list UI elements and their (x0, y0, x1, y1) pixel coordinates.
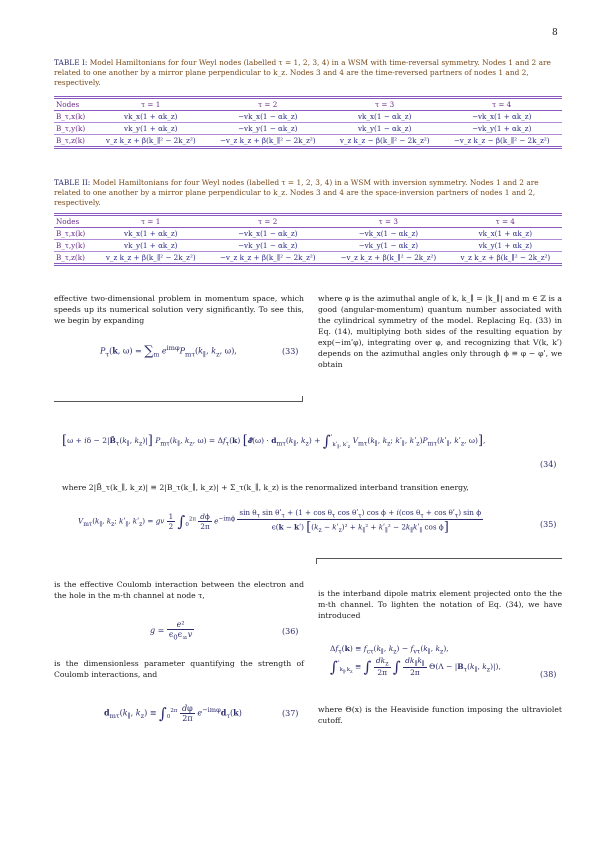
table-cell: −v_z k_z + β(k_∥² − 2k_z²) (340, 253, 437, 262)
table-cell: v_z k_z + β(k_∥² − 2k_z²) (460, 253, 551, 262)
table1 (54, 96, 562, 149)
table-row (54, 123, 562, 135)
paragraph-left-1: effective two-dimensional problem in momentum space, which speeds up its numerical solution very significantly. To see this, we begin by expanding (54, 294, 304, 325)
paragraph-right-3: where Θ(x) is the Heaviside function imposing the ultraviolet cutoff. (318, 705, 562, 725)
table1-header-cell: τ = 1 (141, 100, 161, 109)
separator-right (316, 558, 562, 559)
equation-38-number: (38) (540, 670, 557, 679)
table-cell: vk_x(1 + αk_z) (124, 112, 178, 121)
table-row (54, 252, 562, 265)
table-cell: v_z k_z + β(k_∥² − 2k_z²) (105, 136, 196, 145)
table1-header-cell: τ = 3 (375, 100, 395, 109)
table-row (54, 240, 562, 252)
table-cell: vk_x(1 + αk_z) (478, 229, 533, 238)
paragraph-right-2: is the interband dipole matrix element projected onto the the m-th channel. To lighten the notation of Eq. (34), we have introduced (318, 589, 562, 620)
table-cell: −vk_y(1 − αk_z) (237, 241, 298, 250)
table2-header-cell: Nodes (56, 217, 80, 226)
equation-37-number: (37) (282, 709, 299, 718)
table1-header-cell: τ = 2 (258, 100, 278, 109)
paragraph-full-1: where 2|B̃_τ(k_∥, k_z)| ≡ 2|B_τ(k_∥, k_z)| + Σ_τ(k_∥, k_z) is the renormalized interband transition energy, (62, 483, 469, 492)
table-cell: vk_x(1 + αk_z) (124, 229, 178, 238)
table-cell: −vk_x(1 − αk_z) (358, 229, 419, 238)
equation-36: g = $\frac{\text{e²}}{\epsilon_0\epsilon_\infty v}$ (150, 620, 193, 642)
table-cell: −v_z k_z − β(k_∥² − 2k_z²) (453, 136, 550, 145)
table-cell: vk_y(1 − αk_z) (357, 124, 412, 133)
equation-38: $\Delta f_\tau(k) \equiv f_{c\tau}(k_\parallel$, $k_z) - f_{v\tau}(k_\parallel$, $k_z$), ∫$^ʹ_{k_\parallel,k_z}$ ≡ ∫ $\frac{dk_z}{2\pi}$ ∫ $\frac{dk_\parallel k_\parallel}{2\pi}$ $\Theta(\Lambda - |B_\tau(k_\parallel$, $k_z)|$), (330, 644, 501, 677)
equation-35-number: (35) (540, 520, 557, 529)
equation-35: $V_{m\tau}(k_\parallel$, $k_z$; kʹ$_\parallel$, kʹ$_z$) = gv $\frac{1}{2}$ $\int_0^{2\pi}$ $\frac{d\phi}{2\pi}$ $e^{-im\phi}$ $\sin \theta_\tau$ sin θʹ$_\tau$ + ($1 + \cos \theta_\tau$ cos θʹ$_\tau$) cos ϕ + i(cos $\theta_\tau + \cos$ θʹ$_\tau$) sin ϕ ϵ(k − kʹ) [($k_z$ − kʹ$_z$)² + $k_\parallel^2$ + kʹ$_\parallel$² − $2k_\parallel kʹ_\parallel$ cos ϕ] (78, 508, 482, 536)
table-row (54, 135, 562, 148)
table-cell: −vk_x(1 − αk_z) (238, 112, 298, 121)
table-cell: −vk_x(1 + αk_z) (471, 112, 532, 121)
equation-36-number: (36) (282, 627, 299, 636)
table2-header-cell: τ = 4 (495, 217, 515, 226)
table-row (54, 228, 562, 240)
table-row (54, 111, 562, 123)
table2-header-cell: τ = 2 (258, 217, 278, 226)
equation-34-number: (34) (540, 460, 557, 469)
paragraph-right-1: where φ is the azimuthal angle of k, k_∥ = |k_∥| and m ∈ ℤ is a good (angular-momentum) quantum number associated with the cylindrical symmetry of the model. Replacing Eq. (33) in Eq. (14), multiplying both sides of the resulting equation by exp(−imʹφ), integrating over φ, and recognizing that V(k, kʹ) depends on the azimuthal angles only through ϕ ≡ φ − φʹ, we obtain (318, 294, 562, 369)
table-cell: −vk_y(1 − αk_z) (358, 241, 419, 250)
table2-header-row (54, 215, 562, 228)
separator-left-tick (302, 396, 303, 402)
table-cell: −v_z k_z + β(k_∥² − 2k_z²) (219, 136, 316, 145)
table2-header-cell: τ = 3 (378, 217, 398, 226)
table-cell: B_τ,x(k) (56, 229, 86, 238)
table-cell: −v_z k_z + β(k_∥² − 2k_z²) (219, 253, 316, 262)
separator-right-tick (316, 558, 317, 564)
table-cell: vk_y(1 + αk_z) (478, 241, 533, 250)
separator-left (54, 401, 302, 402)
table-cell: vk_y(1 + αk_z) (124, 124, 178, 133)
table1-header-row (54, 98, 562, 111)
paragraph-left-3: is the dimensionless parameter quantifying the strength of Coulomb interactions, and (54, 659, 304, 679)
table-cell: B_τ,y(k) (56, 124, 86, 133)
table1-label: TABLE I: (54, 58, 88, 67)
table2-caption-text: Model Hamiltonians for four Weyl nodes (labelled τ = 1, 2, 3, 4) in a WSM with inversion symmetry. Nodes 1 and 2 are related to one another by a mirror plane perpendicular to k_z. Nodes 3 and 4 are the space-inversion partners of nodes 1 and 2, respectively. (54, 178, 539, 207)
table1-header-cell: Nodes (56, 100, 80, 109)
table2-header-cell: τ = 1 (141, 217, 161, 226)
table1-caption (54, 58, 562, 88)
table-cell: B_τ,y(k) (56, 241, 86, 250)
table-cell: vk_x(1 − αk_z) (357, 112, 412, 121)
table-cell: −vk_x(1 − αk_z) (238, 229, 298, 238)
table2 (54, 213, 562, 266)
equation-37: $d_{m\tau}(k_\parallel$, $k_z) \equiv \int_0^{2\pi}$ $\frac{d\varphi}{2\pi}$ $e^{-im\varphi}d_\tau(k)$ (104, 704, 242, 723)
table-cell: B_τ,z(k) (56, 136, 85, 145)
table2-caption (54, 178, 562, 208)
table1-header-cell: τ = 4 (492, 100, 512, 109)
table-cell: v_z k_z − β(k_∥² − 2k_z²) (339, 136, 430, 145)
table-cell: −vk_y(1 + αk_z) (471, 124, 532, 133)
page-number: 8 (552, 28, 558, 38)
table-cell: B_τ,x(k) (56, 112, 86, 121)
table-cell: vk_y(1 + αk_z) (124, 241, 178, 250)
table2-label: TABLE II: (54, 178, 91, 187)
table1-caption-text: Model Hamiltonians for four Weyl nodes (labelled τ = 1, 2, 3, 4) in a WSM with time-reversal symmetry. Nodes 1 and 2 are related to one another by a mirror plane perpendicular to k_z. Nodes 3 and 4 are the time-reversed partners of nodes 1 and 2, respectively. (54, 58, 551, 87)
equation-33-number: (33) (282, 347, 299, 356)
table-cell: v_z k_z + β(k_∥² − 2k_z²) (105, 253, 196, 262)
table-cell: −vk_y(1 − αk_z) (237, 124, 298, 133)
paragraph-left-2: is the effective Coulomb interaction between the electron and the hole in the m-th channel at node τ, (54, 580, 304, 600)
equation-33: $P_\tau(k$, $\omega) = \sum_m$ $e^{im\varphi}P_{m\tau}(k_\parallel$, $k_z$, ω), (100, 344, 237, 360)
table-cell: B_τ,z(k) (56, 253, 85, 262)
equation-34: [$\omega + i\delta - 2|B̃_\tau(k_\parallel$, $k_z)|$] $P_{m\tau}(k_\parallel$, $k_z$, $\omega) = \Delta f_\tau(k)$ [𝓔(ω) · $d_{m\tau}(k_\parallel$, $k_z) + \int^ʹ_{kʹ_\parallel, kʹ_z}$ $V_{m\tau}(k_\parallel$, $k_z$; kʹ$_\parallel$, $kʹ_z)P_{m\tau}(kʹ_\parallel$, kʹ$_z$, ω)], (62, 432, 486, 450)
